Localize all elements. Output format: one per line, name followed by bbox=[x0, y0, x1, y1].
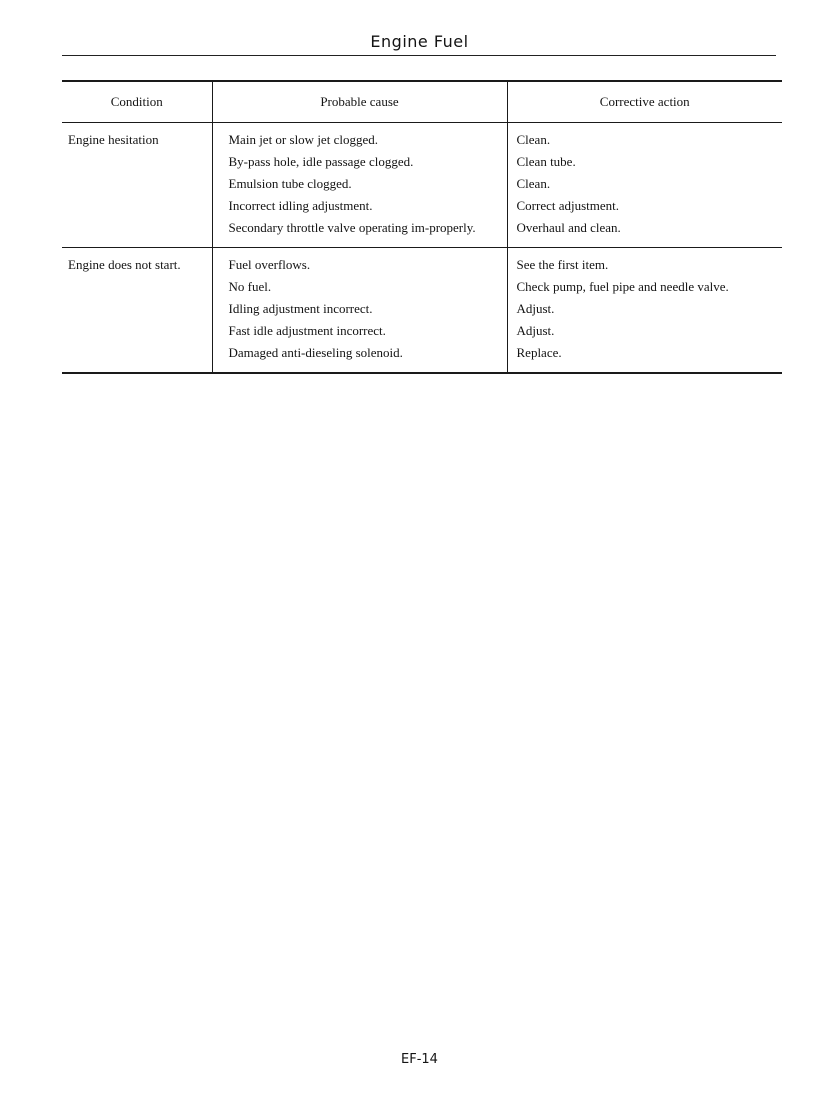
cause-item: No fuel. bbox=[228, 279, 272, 294]
action-list bbox=[507, 248, 782, 374]
troubleshooting-table-container bbox=[62, 80, 782, 374]
cause-item: Secondary throttle valve operating im-properly. bbox=[228, 220, 476, 235]
cause-item: By-pass hole, idle passage clogged. bbox=[228, 154, 414, 169]
action-item: See the first item. bbox=[516, 257, 609, 272]
table-row bbox=[62, 123, 782, 248]
cause-item: Emulsion tube clogged. bbox=[228, 176, 352, 191]
column-header-probable-cause: Probable cause bbox=[212, 81, 507, 123]
cause-item: Fast idle adjustment incorrect. bbox=[228, 323, 386, 338]
table-row bbox=[62, 248, 782, 374]
action-item: Overhaul and clean. bbox=[516, 220, 621, 235]
cause-item: Idling adjustment incorrect. bbox=[228, 301, 373, 316]
column-header-condition: Condition bbox=[62, 81, 212, 123]
page-number: EF-14 bbox=[401, 1052, 438, 1067]
action-item: Adjust. bbox=[516, 301, 555, 316]
action-item: Check pump, fuel pipe and needle valve. bbox=[516, 279, 729, 294]
cause-list bbox=[212, 123, 507, 248]
cause-item: Main jet or slow jet clogged. bbox=[228, 132, 378, 147]
cause-item: Damaged anti-dieseling solenoid. bbox=[228, 345, 403, 360]
title-rule bbox=[62, 55, 776, 56]
action-list bbox=[507, 123, 782, 248]
cause-item: Incorrect idling adjustment. bbox=[228, 198, 373, 213]
condition-cell: Engine hesitation bbox=[62, 123, 212, 248]
action-item: Clean tube. bbox=[516, 154, 576, 169]
action-item: Replace. bbox=[516, 345, 562, 360]
cause-item: Fuel overflows. bbox=[228, 257, 311, 272]
cause-list bbox=[212, 248, 507, 374]
table-header-row bbox=[62, 81, 782, 123]
page-title: Engine Fuel bbox=[370, 32, 469, 51]
action-item: Correct adjustment. bbox=[516, 198, 620, 213]
action-item: Adjust. bbox=[516, 323, 555, 338]
condition-cell: Engine does not start. bbox=[62, 248, 212, 374]
troubleshooting-table bbox=[62, 80, 782, 374]
column-header-corrective-action: Corrective action bbox=[507, 81, 782, 123]
action-item: Clean. bbox=[516, 176, 551, 191]
action-item: Clean. bbox=[516, 132, 551, 147]
